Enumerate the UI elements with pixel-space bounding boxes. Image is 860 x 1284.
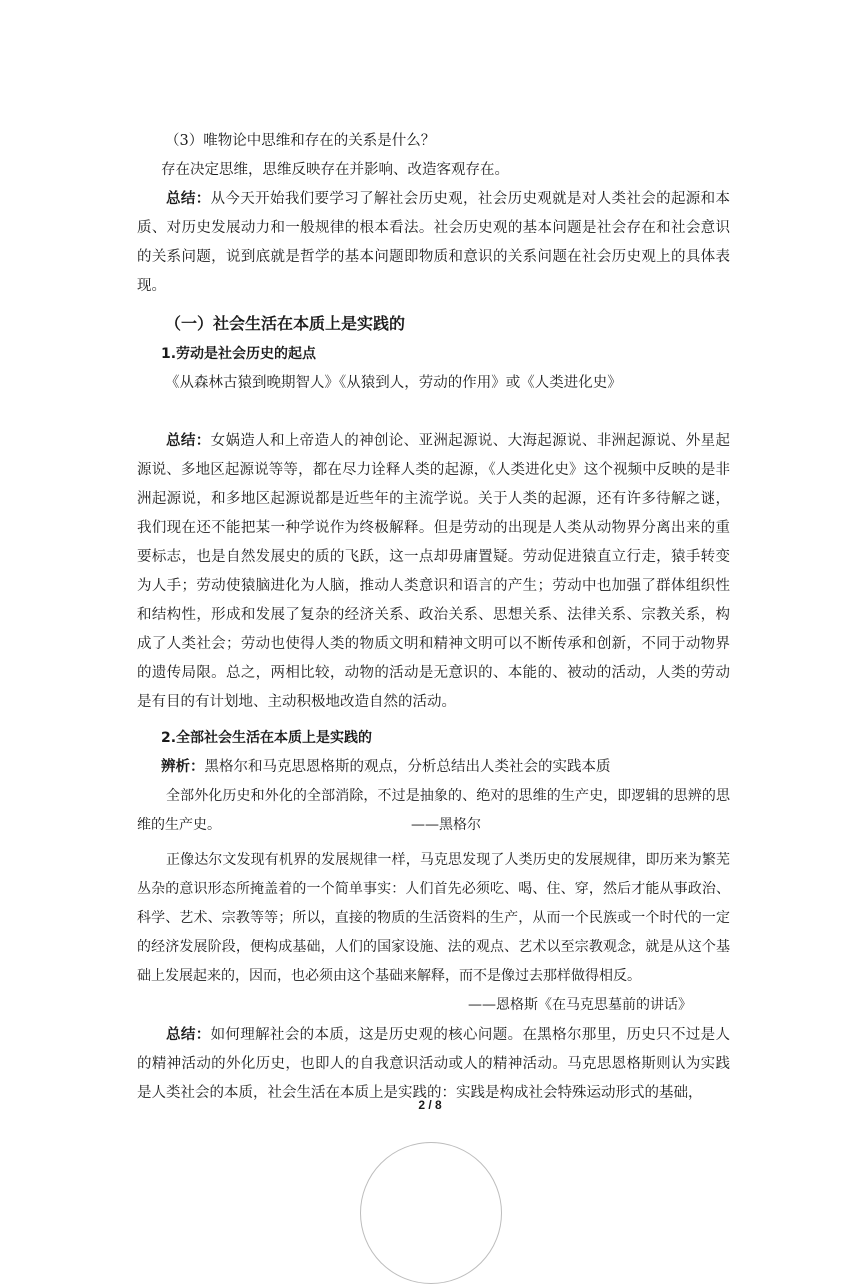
summary-paragraph-2 xyxy=(137,427,730,717)
hegel-quote: 全部外化历史和外化的全部消除，不过是抽象的、绝对的思维的生产史，即逻辑的思辨的思维的生产史。 ——黑格尔 xyxy=(137,788,730,833)
summary-text: 女娲造人和上帝造人的神创论、亚洲起源说、大海起源说、非洲起源说、外星起源说、多地区起源说等等，都在尽力诠释人类的起源，《人类进化史》这个视频中反映的是非洲起源说，和多地区起源说都是近些年的主流学说。关于人类的起源，还有许多待解之谜，我们现在还不能把某一种学说作为终极解释。但是劳动的出现是人类从动物界分离出来的重要标志，也是自然发展史的质的飞跃，这一点却毋庸置疑。劳动促进猿直立行走，猿手转变为人手；劳动使猿脑进化为人脑，推动人类意识和语言的产生；劳动中也加强了群体组织性和结构性，形成和发展了复杂的经济关系、政治关系、思想关系、法律关系、宗教关系，构成了人类社会；劳动也使得人类的物质文明和精神文明可以不断传承和创新，不同于动物界的遗传局限。总之，两相比较，动物的活动是无意识的、本能的、被动的活动，人类的劳动是有目的有计划地、主动积极地改造自然的活动。 xyxy=(137,433,731,710)
decorative-circle xyxy=(360,1142,502,1284)
subheading-1: 1.劳动是社会历史的起点 xyxy=(161,346,317,362)
engels-quote: 正像达尔文发现有机界的发展规律一样，马克思发现了人类历史的发展规律，即历来为繁芜丛杂的意识形态所掩盖着的一个简单事实：人们首先必须吃、喝、住、穿，然后才能从事政治、科学、艺术、宗教等等；所以，直接的物质的生活资料的生产，从而一个民族或一个时代的一定的经济发展阶段，便构成基础，人们的国家设施、法的观点、艺术以至宗教观念，就是从这个基础上发展起来的，因而，也必须由这个基础来解释，而不是像过去那样做得相反。 xyxy=(137,852,730,984)
hegel-attribution: ——黑格尔 xyxy=(411,817,481,833)
engels-attribution: ——恩格斯《在马克思墓前的讲话》 xyxy=(468,997,692,1013)
video-titles: 《从森林古猿到晚期智人》《从猿到人，劳动的作用》或《人类进化史》 xyxy=(165,375,622,391)
summary-label: 总结： xyxy=(166,1027,211,1043)
question-3: （3）唯物论中思维和存在的关系是什么？ xyxy=(165,133,436,149)
subheading-2: 2.全部社会生活在本质上是实践的 xyxy=(161,730,373,746)
summary-text: 从今天开始我们要学习了解社会历史观，社会历史观就是对人类社会的起源和本质、对历史发展动力和一般规律的根本看法。社会历史观的基本问题是社会存在和社会意识的关系问题，说到底就是哲学的基本问题即物质和意识的关系问题在社会历史观上的具体表现。 xyxy=(137,191,731,294)
summary-paragraph-1 xyxy=(137,185,730,301)
summary-label: 总结： xyxy=(166,191,211,207)
answer-3: 存在决定思维，思维反映存在并影响、改造客观存在。 xyxy=(161,162,509,178)
analysis-label: 辨析： xyxy=(161,759,205,775)
summary-text: 如何理解社会的本质，这是历史观的核心问题。在黑格尔那里，历史只不过是人的精神活动的外化历史，也即人的自我意识活动或人的精神活动。马克思恩格斯则认为实践是人类社会的本质，社会生活在本质上是实践的：实践是构成社会特殊运动形式的基础， xyxy=(137,1027,731,1101)
summary-paragraph-3 xyxy=(137,1021,730,1108)
section-heading-1: （一）社会生活在本质上是实践的 xyxy=(165,314,406,333)
page-number: 2 / 8 xyxy=(418,1098,442,1112)
analysis-text: 黑格尔和马克思恩格斯的观点，分析总结出人类社会的实践本质 xyxy=(204,759,611,775)
analysis-paragraph xyxy=(161,753,730,782)
summary-label: 总结： xyxy=(166,433,211,449)
